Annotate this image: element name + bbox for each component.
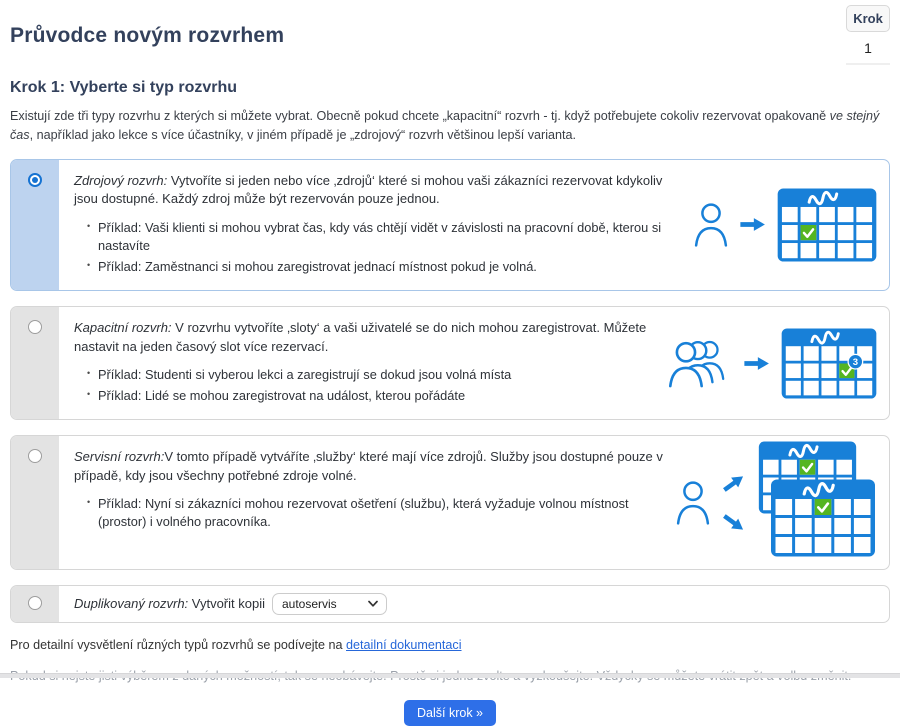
option-text	[74, 595, 265, 613]
step-tab[interactable]	[846, 5, 890, 32]
option-description: V rozvrhu vytvoříte ‚sloty‘ a vaši uživatelé se do nich mohou zaregistrovat. Můžete nastavit na jeden časový slot více rezervací.	[74, 320, 647, 354]
example-item: • Příklad: Lidé se mohou zaregistrovat na událost, kterou pořádáte	[87, 387, 659, 405]
option-description: Vytvořit kopii	[188, 596, 265, 612]
example-item: • Příklad: Vaši klienti si mohou vybrat čas, kdy vás chtějí vidět v závislosti na pracovní době, kterou si nastavíte	[87, 219, 674, 255]
example-item: • Příklad: Studenti si vyberou lekci a zaregistrují se dokud jsou volná místa	[87, 366, 659, 384]
person-icon	[675, 480, 711, 526]
radio-duplikovany[interactable]	[28, 596, 42, 610]
step-number: 1	[846, 32, 890, 65]
option-description: Vytvoříte si jeden nebo více ‚zdrojů‘ které si mohou vaši zákazníci rezervovat kdykoliv jsou dostupné. Každý zdroj může být rezervován pouze jednou.	[74, 172, 663, 207]
people-group-icon	[667, 338, 733, 388]
page-title: Průvodce novým rozvrhem	[10, 24, 285, 47]
calendar-single-booking-icon	[777, 188, 877, 262]
step-tab-label: Krok	[853, 11, 883, 26]
option-title: Zdrojový rozvrh:	[74, 172, 168, 188]
intro-text: Existují zde tři typy rozvrhu z kterých si můžete vybrat. Obecně pokud chcete „kapacitní“ rozvrh - tj. když potřebujete cokoliv rezervovat opakovaně	[10, 109, 830, 123]
option-card-kapacitni[interactable]	[10, 306, 890, 420]
docs-prefix: Pro detailní vysvětlení různých typů rozvrhů se podívejte na	[10, 638, 347, 653]
copy-source-select[interactable]	[272, 593, 387, 615]
option-description: V tomto případě vytváříte ‚služby‘ které mají více zdrojů. Služby jsou dostupné pouze v případě, kdy jsou všechny potřebné zdroje volné.	[74, 449, 663, 483]
bottom-edge-bar	[0, 673, 900, 678]
option-text	[74, 172, 685, 209]
option-illustration	[667, 307, 889, 419]
option-card-zdrojovy[interactable]	[10, 159, 890, 291]
example-list	[74, 495, 667, 531]
option-body	[59, 160, 693, 290]
option-card-duplikovany[interactable]	[10, 585, 890, 623]
next-step-button[interactable]: Další krok »	[404, 700, 496, 726]
option-text	[74, 448, 667, 485]
radio-servisni[interactable]	[28, 449, 42, 463]
step-indicator	[846, 5, 890, 65]
docs-line	[10, 638, 890, 652]
option-strip	[11, 586, 59, 622]
example-item: • Příklad: Nyní si zákazníci mohou rezervovat ošetření (službu), která vyžaduje volnou místnost (prostor) i volného pracovníka.	[87, 495, 667, 531]
option-strip	[11, 160, 59, 290]
arrow-down-right-icon	[720, 509, 749, 536]
option-title: Servisní rozvrh:	[74, 449, 165, 465]
option-body	[59, 436, 675, 569]
example-list	[74, 366, 659, 405]
option-body	[59, 586, 889, 622]
option-illustration	[693, 160, 889, 290]
option-title: Duplikovaný rozvrh:	[74, 596, 189, 612]
example-item: • Příklad: Zaměstnanci si mohou zaregistrovat jednací místnost pokud je volná.	[87, 258, 674, 276]
radio-zdrojovy[interactable]	[28, 173, 42, 187]
arrow-up-right-icon	[720, 469, 749, 496]
example-list	[74, 219, 674, 276]
option-card-servisni[interactable]	[10, 435, 890, 570]
docs-link[interactable]: detailní dokumentaci	[346, 638, 462, 653]
option-body	[59, 307, 667, 419]
option-illustration	[675, 436, 889, 569]
calendar-stack	[757, 441, 877, 565]
top-bar	[10, 0, 890, 65]
arrow-right-icon	[744, 355, 770, 372]
calendar-capacity-booking-icon	[781, 328, 877, 399]
option-title: Kapacitní rozvrh:	[74, 320, 172, 336]
option-strip	[11, 307, 59, 419]
arrow-right-icon	[740, 216, 766, 233]
section-heading: Krok 1: Vyberte si typ rozvrhu	[10, 79, 238, 96]
button-row	[10, 700, 890, 726]
option-strip	[11, 436, 59, 569]
intro-text-2: , například jako lekce s více účastníky, v jiném případě je „zdrojový“ rozvrh většinou lepší varianta.	[29, 127, 577, 142]
capacity-badge-count: 3	[852, 356, 859, 368]
person-icon	[693, 202, 729, 248]
intro-paragraph	[10, 107, 890, 145]
radio-kapacitni[interactable]	[28, 320, 42, 334]
copy-source-select-wrap	[272, 593, 387, 615]
arrows	[722, 475, 746, 531]
intro-italic: ve stejný čas	[10, 109, 880, 142]
calendar-resource-icon	[770, 479, 876, 557]
option-text	[74, 319, 659, 356]
